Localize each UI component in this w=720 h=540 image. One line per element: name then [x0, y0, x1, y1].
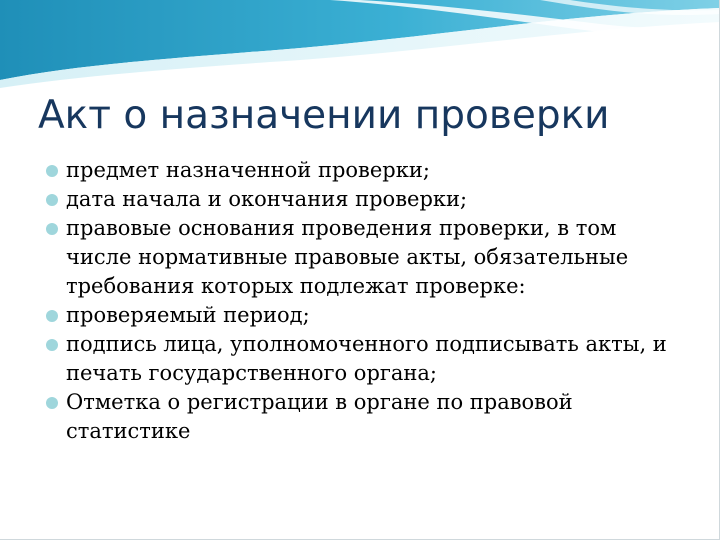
- slide-title: Акт о назначении проверки: [38, 93, 610, 138]
- bullet-text: подпись лица, уполномоченного подписывать акты, и печать государственного органа;: [66, 332, 667, 385]
- bullet-text: дата начала и окончания проверки;: [66, 187, 468, 211]
- list-item: [44, 301, 684, 330]
- filled-circle-icon: [46, 310, 58, 322]
- filled-circle-icon: [46, 223, 58, 235]
- list-item: [44, 156, 684, 185]
- bullet-text: проверяемый период;: [66, 303, 310, 327]
- filled-circle-icon: [46, 165, 58, 177]
- filled-circle-icon: [46, 194, 58, 206]
- list-item: [44, 330, 684, 388]
- list-item: [44, 185, 684, 214]
- bullet-text: предмет назначенной проверки;: [66, 158, 430, 182]
- list-item: [44, 388, 684, 446]
- filled-circle-icon: [46, 339, 58, 351]
- bullet-list: [44, 156, 684, 446]
- bullet-text: правовые основания проведения проверки, в том числе нормативные правовые акты, обязательные требования которых подлежат проверке:: [66, 216, 629, 298]
- bullet-text: Отметка о регистрации в органе по правовой статистике: [66, 390, 573, 443]
- list-item: [44, 214, 684, 301]
- header-wave-decoration: [0, 0, 720, 90]
- filled-circle-icon: [46, 397, 58, 409]
